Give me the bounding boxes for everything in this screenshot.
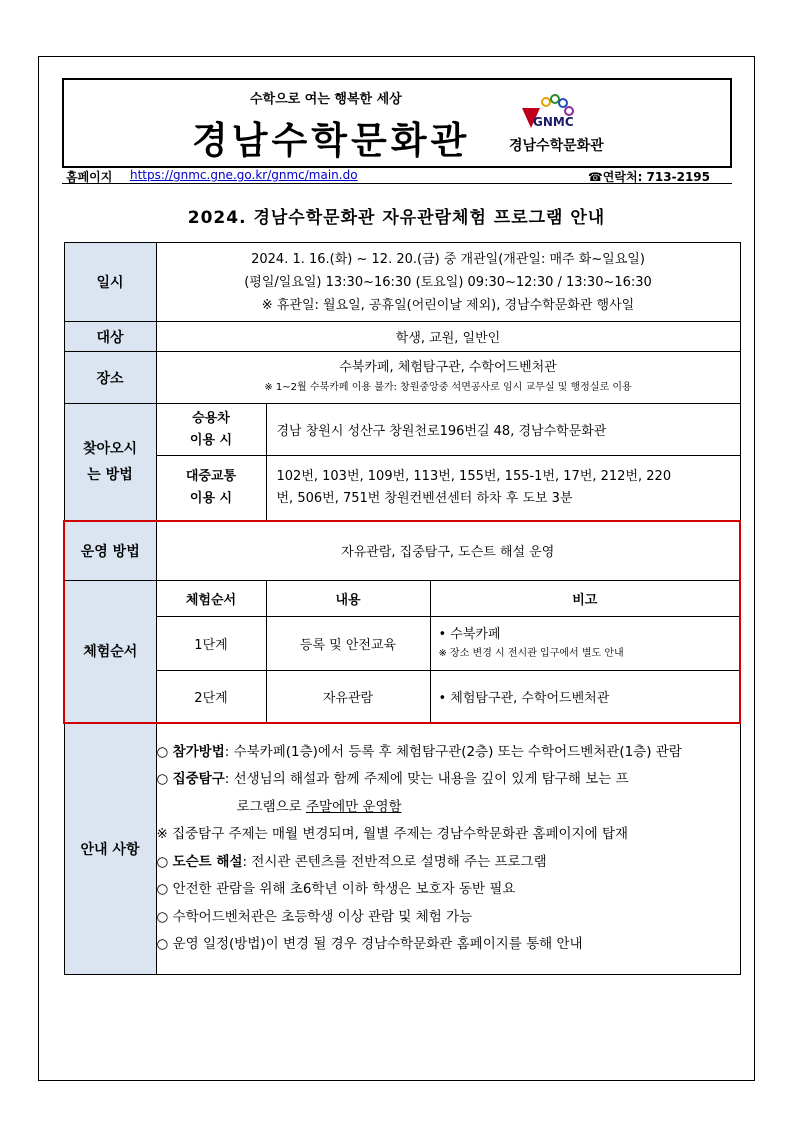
homepage-link[interactable]: https://gnmc.gne.go.kr/gnmc/main.do (130, 168, 358, 182)
notice-list (156, 723, 740, 975)
notice-item-5: ○ 안전한 관람을 위해 초6학년 이하 학생은 보호자 동반 필요 (156, 881, 516, 898)
step-2-order: 2단계 (156, 671, 266, 723)
label-target: 대상 (64, 322, 156, 352)
step-2-content: 자유관람 (266, 671, 430, 723)
contact-line (62, 168, 732, 184)
operation-value: 자유관람, 집중탐구, 도슨트 해설 운영 (156, 521, 740, 581)
label-directions-line-2: 는 방법 (87, 466, 133, 483)
car-address: 경남 창원시 성산구 창원천로196번길 48, 경남수학문화관 (266, 404, 740, 456)
logo-circle-blue (559, 99, 567, 107)
notice-item-2-cont (157, 794, 740, 822)
label-bus-line-2: 이용 시 (189, 490, 233, 506)
notice-2-text: : 선생님의 해설과 함께 주제에 맞는 내용을 깊이 있게 탐구해 보는 프 (224, 771, 629, 788)
label-directions-line-1: 찾아오시 (82, 440, 138, 457)
schedule-line-3: ※ 휴관일: 월요일, 공휴일(어린이날 제외), 경남수학문화관 행사일 (261, 297, 635, 313)
step-1-note: • 수북카페 (438, 626, 501, 642)
row-schedule (64, 243, 740, 322)
notice-item-4 (157, 849, 740, 877)
notice-item-3: ※ 집중탐구 주제는 매월 변경되며, 월별 주제는 경남수학문화관 홈페이지에 탑재 (156, 826, 629, 843)
document-title: 2024. 경남수학문화관 자유관람체험 프로그램 안내 (187, 208, 606, 228)
bus-info-line-1: 102번, 103번, 109번, 113번, 155번, 155-1번, 17번, 212번, 220 (276, 468, 672, 484)
logo-circle-green (551, 95, 559, 103)
phone-number: ☎연락처: 713-2195 (587, 170, 710, 184)
row-directions-bus (64, 456, 740, 521)
logo-abbr: GNMC (533, 115, 574, 129)
notice-item-2 (157, 766, 740, 794)
target-value: 학생, 교원, 일반인 (156, 322, 740, 352)
bus-info-line-2: 번, 506번, 751번 창원컨벤션센터 하차 후 도보 3분 (276, 490, 573, 506)
label-schedule: 일시 (64, 243, 156, 322)
step-2-note: • 체험탐구관, 수학어드벤처관 (430, 671, 740, 723)
notice-item-6: ○ 수학어드벤처관은 초등학생 이상 관람 및 체험 가능 (156, 908, 473, 925)
notice-2-key: 집중탐구 (172, 771, 225, 788)
program-table (63, 242, 741, 975)
notice-bullet-2: ○ (156, 771, 169, 788)
row-steps-header (64, 581, 740, 617)
row-directions-car (64, 404, 740, 456)
schedule-line-2: (평일/일요일) 13:30~16:30 (토요일) 09:30~12:30 / 13:30~16:30 (244, 274, 652, 290)
schedule-line-1: 2024. 1. 16.(화) ~ 12. 20.(금) 중 개관일(개관일: 매주 화~일요일) (251, 251, 645, 267)
notice-4-text: : 전시관 콘텐츠를 전반적으로 설명해 주는 프로그램 (242, 853, 547, 870)
label-car (156, 404, 266, 456)
notice-item-7: ○ 운영 일정(방법)이 변경 될 경우 경남수학문화관 홈페이지를 통해 안내 (156, 936, 583, 953)
slogan: 수학으로 여는 행복한 세상 (250, 92, 402, 107)
row-operation (64, 521, 740, 581)
place-note: ※ 1~2월 수북카페 이용 불가: 창원중앙중 석면공사로 임시 교무실 및 행정실로 이용 (264, 381, 632, 393)
notice-1-text: : 수북카페(1층)에서 등록 후 체험탐구관(2층) 또는 수학어드벤처관(1층) 관람 (224, 743, 682, 760)
notice-bullet-1: ○ (156, 743, 169, 760)
row-step-1 (64, 617, 740, 671)
step-1-order: 1단계 (156, 617, 266, 671)
label-steps: 체험순서 (64, 581, 156, 723)
homepage-label: 홈페이지 (66, 170, 113, 184)
logo-circle-purple (565, 107, 573, 115)
label-notice: 안내 사항 (64, 723, 156, 975)
step-1-note-cell (430, 617, 740, 671)
bus-info (266, 456, 740, 521)
logo-circle-orange (542, 98, 550, 106)
notice-bullet-4: ○ (156, 853, 169, 870)
step-1-content: 등록 및 안전교육 (266, 617, 430, 671)
notice-1-key: 참가방법 (172, 743, 225, 760)
label-car-line-1: 승용차 (192, 410, 230, 426)
logo-text: 경남수학문화관 (509, 138, 604, 154)
label-directions (64, 404, 156, 521)
row-notice (64, 723, 740, 975)
label-car-line-2: 이용 시 (189, 432, 233, 448)
place-cell (156, 352, 740, 404)
steps-col-content: 내용 (266, 581, 430, 617)
step-1-subnote: ※ 장소 변경 시 전시관 입구에서 별도 안내 (438, 647, 624, 659)
notice-4-key: 도슨트 해설 (172, 853, 243, 870)
notice-item-1 (157, 739, 740, 767)
row-place (64, 352, 740, 404)
notice-2-cont: 로그램으로 (236, 798, 306, 815)
label-bus-line-1: 대중교통 (185, 468, 237, 484)
row-target (64, 322, 740, 352)
label-place: 장소 (64, 352, 156, 404)
place-value: 수북카페, 체험탐구관, 수학어드벤처관 (339, 359, 557, 375)
steps-col-order: 체험순서 (156, 581, 266, 617)
steps-col-note: 비고 (430, 581, 740, 617)
label-bus (156, 456, 266, 521)
page-title: 경남수학문화관 (192, 119, 471, 162)
notice-2-underline: 주말에만 운영함 (306, 798, 402, 815)
row-step-2 (64, 671, 740, 723)
schedule-cell (156, 243, 740, 322)
label-operation: 운영 방법 (64, 521, 156, 581)
